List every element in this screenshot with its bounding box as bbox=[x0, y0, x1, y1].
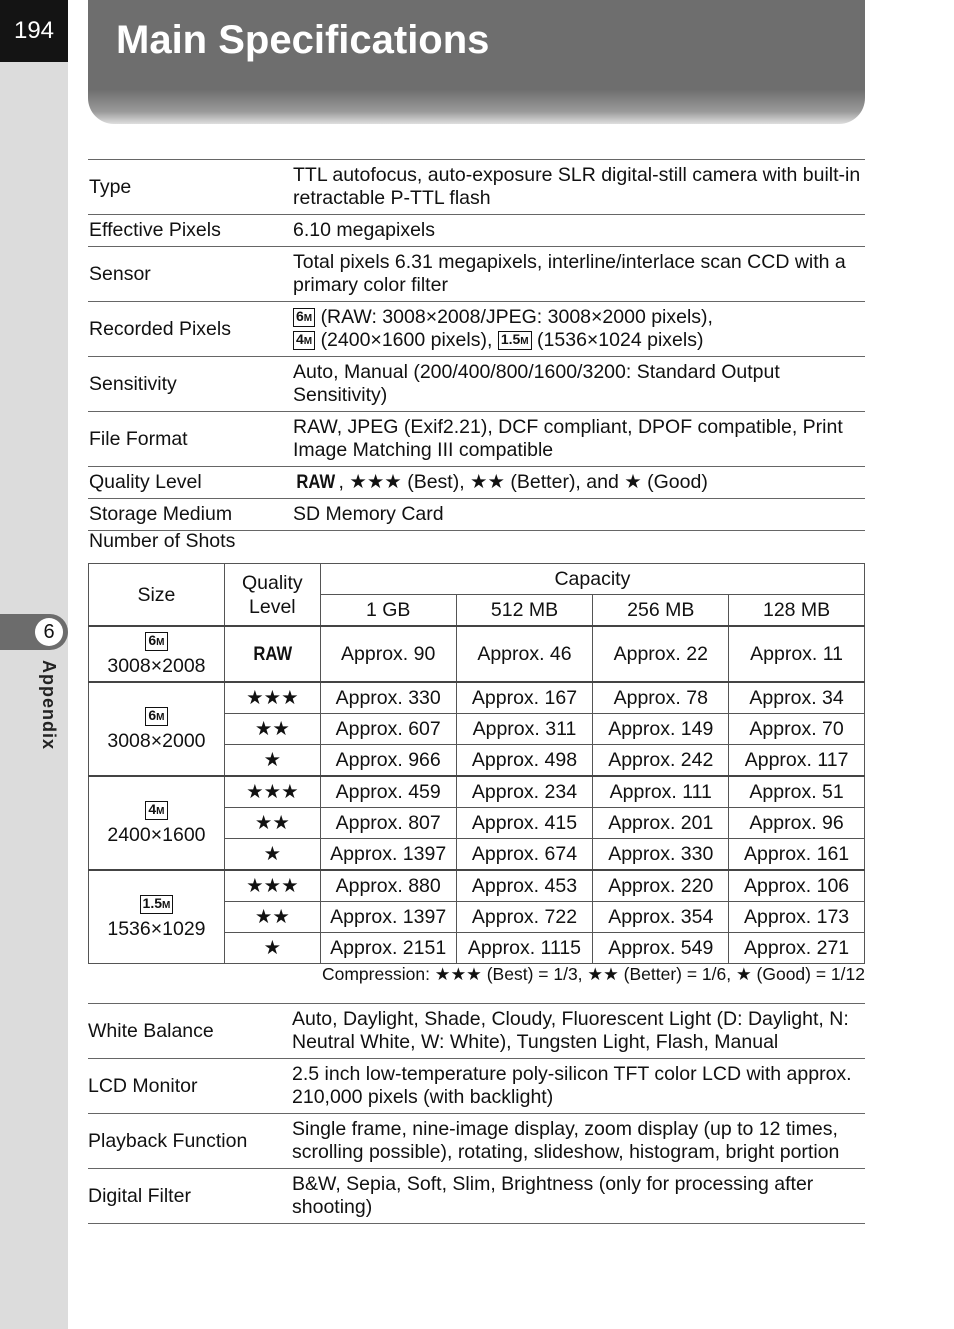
capacity-128mb: 128 MB bbox=[729, 595, 865, 627]
page-number: 194 bbox=[0, 0, 68, 62]
spec-value: B&W, Sepia, Soft, Slim, Brightness (only for processing after shooting) bbox=[292, 1169, 865, 1224]
spec-row bbox=[88, 247, 865, 302]
value-cell: Approx. 453 bbox=[456, 870, 593, 902]
size-cell: 6M 3008×2008 bbox=[89, 626, 225, 682]
raw-icon: RAW bbox=[252, 642, 292, 665]
spec-label: LCD Monitor bbox=[88, 1059, 292, 1114]
value-cell: Approx. 46 bbox=[456, 626, 593, 682]
quality-cell: ★ bbox=[224, 933, 320, 964]
chapter-number: 6 bbox=[35, 618, 63, 646]
spec-value: TTL autofocus, auto-exposure SLR digital-still camera with built-in retractable P-TTL flash bbox=[293, 160, 865, 215]
quality-cell: ★★ bbox=[224, 808, 320, 839]
spec-value bbox=[293, 302, 865, 357]
spec-value: 2.5 inch low-temperature poly-silicon TFT color LCD with approx. 210,000 pixels (with backlight) bbox=[292, 1059, 865, 1114]
spec-row bbox=[88, 499, 865, 531]
value-cell: Approx. 111 bbox=[593, 776, 729, 808]
recorded-pixels-line2b: (1536×1024 pixels) bbox=[537, 329, 704, 351]
value-cell: Approx. 34 bbox=[729, 682, 865, 714]
recorded-pixels-line1: (RAW: 3008×2008/JPEG: 3008×2000 pixels), bbox=[320, 306, 713, 328]
4m-pixels-icon: 4M bbox=[145, 801, 167, 820]
quality-cell: ★★ bbox=[224, 902, 320, 933]
value-cell: Approx. 607 bbox=[320, 714, 456, 745]
number-of-shots-table bbox=[88, 563, 865, 964]
spec-label: Quality Level bbox=[88, 467, 293, 499]
spec-row bbox=[88, 160, 865, 215]
1-5m-pixels-icon: 1.5M bbox=[140, 895, 174, 914]
table-row bbox=[89, 776, 865, 808]
value-cell: Approx. 354 bbox=[593, 902, 729, 933]
table-row bbox=[89, 870, 865, 902]
spec-value bbox=[293, 467, 865, 499]
value-cell: Approx. 330 bbox=[320, 682, 456, 714]
value-cell: Approx. 173 bbox=[729, 902, 865, 933]
size-header: Size bbox=[89, 564, 225, 627]
1-5m-pixels-icon: 1.5M bbox=[498, 331, 532, 350]
value-cell: Approx. 311 bbox=[456, 714, 593, 745]
value-cell: Approx. 51 bbox=[729, 776, 865, 808]
capacity-header: Capacity bbox=[320, 564, 864, 595]
spec-row bbox=[88, 1004, 865, 1059]
spec-row bbox=[88, 467, 865, 499]
spec-table-bottom bbox=[88, 1003, 865, 1224]
quality-cell bbox=[224, 626, 320, 682]
quality-cell: ★★★ bbox=[224, 776, 320, 808]
spec-row bbox=[88, 412, 865, 467]
table-row bbox=[89, 682, 865, 714]
6m-pixels-icon: 6M bbox=[293, 308, 315, 327]
spec-value: Auto, Manual (200/400/800/1600/3200: Standard Output Sensitivity) bbox=[293, 357, 865, 412]
spec-label: Effective Pixels bbox=[88, 215, 293, 247]
size-cell: 6M 3008×2000 bbox=[89, 682, 225, 776]
value-cell: Approx. 70 bbox=[729, 714, 865, 745]
value-cell: Approx. 498 bbox=[456, 745, 593, 777]
spec-row bbox=[88, 1114, 865, 1169]
value-cell: Approx. 722 bbox=[456, 902, 593, 933]
value-cell: Approx. 1397 bbox=[320, 902, 456, 933]
value-cell: Approx. 220 bbox=[593, 870, 729, 902]
value-cell: Approx. 966 bbox=[320, 745, 456, 777]
spec-value: RAW, JPEG (Exif2.21), DCF compliant, DPOF compatible, Print Image Matching III compatible bbox=[293, 412, 865, 467]
value-cell: Approx. 96 bbox=[729, 808, 865, 839]
spec-row bbox=[88, 1059, 865, 1114]
spec-value: Auto, Daylight, Shade, Cloudy, Fluorescent Light (D: Daylight, N: Neutral White, W: White), Tungsten Light, Flash, Manual bbox=[292, 1004, 865, 1059]
spec-value: Single frame, nine-image display, zoom display (up to 12 times, scrolling possible), rotating, slideshow, histogram, bright portion bbox=[292, 1114, 865, 1169]
spec-label: Digital Filter bbox=[88, 1169, 292, 1224]
header-row bbox=[89, 564, 865, 595]
value-cell: Approx. 459 bbox=[320, 776, 456, 808]
value-cell: Approx. 117 bbox=[729, 745, 865, 777]
6m-pixels-icon: 6M bbox=[145, 632, 167, 651]
value-cell: Approx. 11 bbox=[729, 626, 865, 682]
quality-header: Quality Level bbox=[224, 564, 320, 627]
compression-note: Compression: ★★★ (Best) = 1/3, ★★ (Better) = 1/6, ★ (Good) = 1/12 bbox=[321, 964, 865, 984]
value-cell: Approx. 807 bbox=[320, 808, 456, 839]
value-cell: Approx. 674 bbox=[456, 839, 593, 871]
spec-label: Recorded Pixels bbox=[88, 302, 293, 357]
size-cell: 1.5M 1536×1029 bbox=[89, 870, 225, 964]
spec-label: Storage Medium bbox=[88, 499, 293, 531]
value-cell: Approx. 271 bbox=[729, 933, 865, 964]
spec-value: Total pixels 6.31 megapixels, interline/interlace scan CCD with a primary color filter bbox=[293, 247, 865, 302]
chapter-label: Appendix bbox=[39, 660, 59, 751]
value-cell: Approx. 234 bbox=[456, 776, 593, 808]
quality-level-text: , ★★★ (Best), ★★ (Better), and ★ (Good) bbox=[338, 471, 708, 493]
capacity-512mb: 512 MB bbox=[456, 595, 593, 627]
value-cell: Approx. 106 bbox=[729, 870, 865, 902]
number-of-shots-label: Number of Shots bbox=[89, 530, 236, 552]
value-cell: Approx. 2151 bbox=[320, 933, 456, 964]
quality-cell: ★★ bbox=[224, 714, 320, 745]
value-cell: Approx. 167 bbox=[456, 682, 593, 714]
spec-label: Playback Function bbox=[88, 1114, 292, 1169]
value-cell: Approx. 549 bbox=[593, 933, 729, 964]
raw-icon: RAW bbox=[296, 471, 336, 493]
spec-label: Type bbox=[88, 160, 293, 215]
value-cell: Approx. 149 bbox=[593, 714, 729, 745]
capacity-256mb: 256 MB bbox=[593, 595, 729, 627]
spec-label: Sensor bbox=[88, 247, 293, 302]
capacity-1gb: 1 GB bbox=[320, 595, 456, 627]
value-cell: Approx. 1115 bbox=[456, 933, 593, 964]
recorded-pixels-line2a: (2400×1600 pixels), bbox=[320, 329, 493, 351]
value-cell: Approx. 22 bbox=[593, 626, 729, 682]
spec-row bbox=[88, 302, 865, 357]
quality-cell: ★★★ bbox=[224, 682, 320, 714]
spec-row bbox=[88, 357, 865, 412]
spec-value: 6.10 megapixels bbox=[293, 215, 865, 247]
value-cell: Approx. 880 bbox=[320, 870, 456, 902]
value-cell: Approx. 90 bbox=[320, 626, 456, 682]
value-cell: Approx. 1397 bbox=[320, 839, 456, 871]
value-cell: Approx. 78 bbox=[593, 682, 729, 714]
spec-value: SD Memory Card bbox=[293, 499, 865, 531]
spec-row bbox=[88, 1169, 865, 1224]
value-cell: Approx. 161 bbox=[729, 839, 865, 871]
size-cell: 4M 2400×1600 bbox=[89, 776, 225, 870]
spec-label: File Format bbox=[88, 412, 293, 467]
spec-label: White Balance bbox=[88, 1004, 292, 1059]
value-cell: Approx. 330 bbox=[593, 839, 729, 871]
quality-cell: ★ bbox=[224, 745, 320, 777]
quality-cell: ★★★ bbox=[224, 870, 320, 902]
spec-row bbox=[88, 215, 865, 247]
value-cell: Approx. 242 bbox=[593, 745, 729, 777]
quality-cell: ★ bbox=[224, 839, 320, 871]
6m-pixels-icon: 6M bbox=[145, 707, 167, 726]
spec-table-top bbox=[88, 159, 865, 531]
table-row bbox=[89, 626, 865, 682]
spec-label: Sensitivity bbox=[88, 357, 293, 412]
4m-pixels-icon: 4M bbox=[293, 331, 315, 350]
page-title: Main Specifications bbox=[116, 18, 490, 62]
value-cell: Approx. 201 bbox=[593, 808, 729, 839]
value-cell: Approx. 415 bbox=[456, 808, 593, 839]
